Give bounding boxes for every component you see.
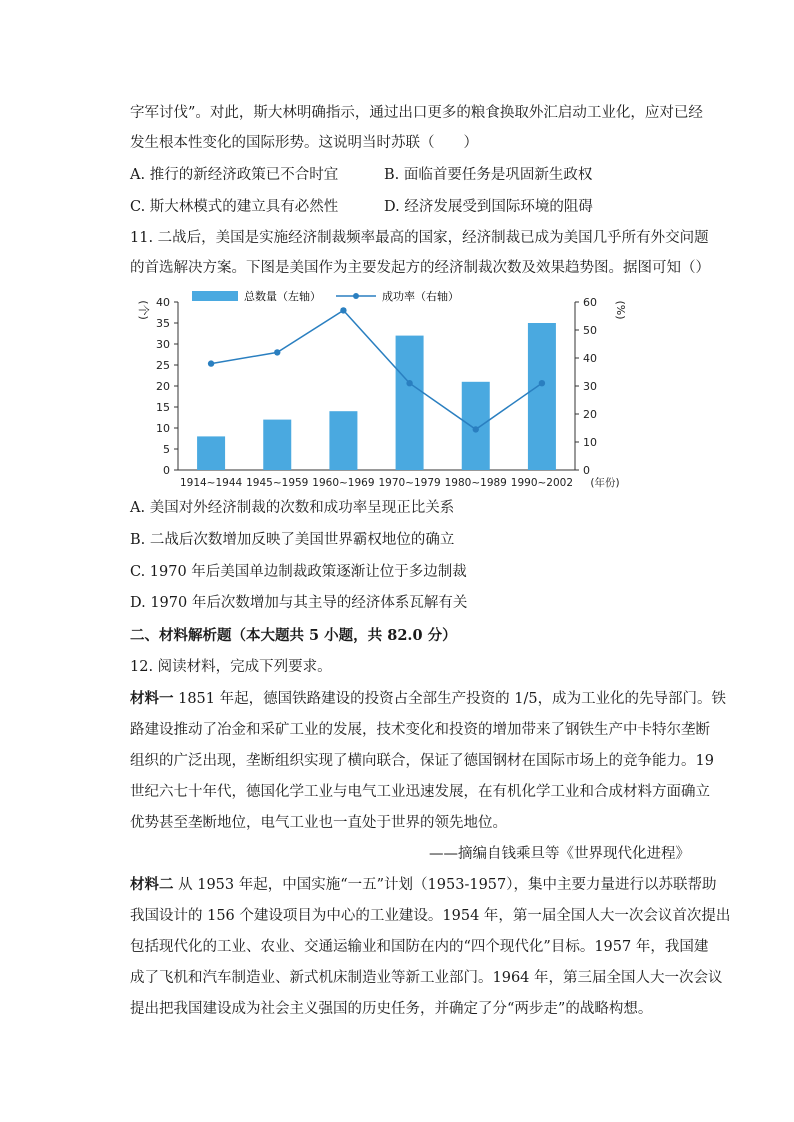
q10-text-line-2: 发生根本性变化的国际形势。这说明当时苏联（ ） — [130, 135, 478, 151]
left-tick-label: 0 — [163, 464, 170, 477]
q10-option-c[interactable]: C. 斯大林模式的建立具有必然性 — [130, 199, 339, 215]
left-tick-label: 40 — [156, 296, 170, 309]
left-tick-label: 5 — [163, 443, 170, 456]
legend-line-marker — [353, 293, 359, 299]
sanctions-chart — [120, 288, 640, 492]
x-tick-label-3: 1970~1979 — [378, 477, 441, 489]
right-axis-unit: (%) — [614, 300, 627, 320]
right-tick-label: 30 — [583, 380, 597, 393]
q10-text-line-1: 字军讨伐”。对此，斯大林明确指示，通过出口更多的粮食换取外汇启动工业化，应对已经 — [130, 105, 703, 121]
q10-option-b[interactable]: B. 面临首要任务是巩固新生政权 — [384, 167, 593, 183]
legend-bar-swatch — [192, 291, 238, 301]
bar-1 — [263, 420, 291, 470]
material-1-line-4: 世纪六七十年代，德国化学工业与电气工业迅速发展，在有机化学工业和合成材料方面确立 — [130, 784, 710, 800]
left-tick-label: 20 — [156, 380, 170, 393]
right-tick-label: 20 — [583, 408, 597, 421]
material-1-line-5: 优势甚至垄断地位，电气工业也一直处于世界的领先地位。 — [130, 815, 507, 831]
right-tick-label: 40 — [583, 352, 597, 365]
chart-bars — [197, 323, 556, 470]
q10-option-a[interactable]: A. 推行的新经济政策已不合时宜 — [130, 167, 339, 183]
bar-0 — [197, 436, 225, 470]
material-2-line-5: 提出把我国建设成为社会主义强国的历史任务，并确定了分“两步走”的战略构想。 — [130, 1001, 653, 1017]
left-tick-label: 10 — [156, 422, 170, 435]
x-tick-label-4: 1980~1989 — [444, 477, 507, 489]
left-tick-label: 30 — [156, 338, 170, 351]
chart-legend — [192, 289, 459, 303]
q11-option-c[interactable]: C. 1970 年后美国单边制裁政策逐渐让位于多边制裁 — [130, 564, 467, 580]
bar-3 — [396, 336, 424, 470]
legend-bar-label: 总数量（左轴） — [244, 290, 321, 303]
q11-option-b[interactable]: B. 二战后次数增加反映了美国世界霸权地位的确立 — [130, 532, 455, 548]
success-rate-point-1 — [274, 349, 280, 355]
material-1-line-3: 组织的广泛出现，垄断组织实现了横向联合，保证了德国钢材在国际市场上的竞争能力。19 — [130, 753, 714, 769]
q10-option-d[interactable]: D. 经济发展受到国际环境的阻碍 — [384, 199, 593, 215]
left-tick-label: 25 — [156, 359, 170, 372]
material-1-line-2: 路建设推动了冶金和采矿工业的发展，技术变化和投资的增加带来了钢铁生产中卡特尔垄断 — [130, 722, 710, 738]
right-tick-label: 0 — [583, 464, 590, 477]
success-rate-point-0 — [208, 360, 214, 366]
success-rate-point-3 — [406, 380, 412, 386]
legend-line-label: 成功率（右轴） — [382, 290, 459, 303]
x-tick-label-0: 1914~1944 — [179, 477, 243, 489]
success-rate-line — [211, 310, 542, 429]
bar-2 — [329, 411, 357, 470]
bar-4 — [462, 382, 490, 470]
chart-svg — [120, 288, 640, 492]
q12-prompt: 12. 阅读材料，完成下列要求。 — [130, 659, 332, 675]
right-tick-label: 50 — [583, 324, 597, 337]
x-axis-suffix: (年份) — [590, 477, 620, 489]
bar-5 — [528, 323, 556, 470]
left-tick-label: 15 — [156, 401, 170, 414]
q11-option-d[interactable]: D. 1970 年后次数增加与其主导的经济体系瓦解有关 — [130, 595, 468, 611]
material-1-line-1 — [130, 689, 726, 709]
material-2-text-1: 从 1953 年起，中国实施“一五”计划（1953-1957），集中主要力量进行以苏联帮助 — [173, 877, 717, 893]
success-rate-point-2 — [340, 307, 346, 313]
material-2-line-4: 成了飞机和汽车制造业、新式机床制造业等新工业部门。1964 年，第三届全国人大一次会议 — [130, 970, 723, 986]
material-2-line-2: 我国设计的 156 个建设项目为中心的工业建设。1954 年，第一届全国人大一次会议首次提出 — [130, 908, 731, 924]
section-heading: 二、材料解析题（本大题共 5 小题，共 82.0 分） — [130, 627, 457, 644]
right-tick-label: 10 — [583, 436, 597, 449]
material-1-source: ——摘编自钱乘旦等《世界现代化进程》 — [429, 846, 690, 862]
q11-text-line-2: 的首选解决方案。下图是美国作为主要发起方的经济制裁次数及效果趋势图。据图可知（） — [130, 260, 710, 276]
chart-line-series — [208, 307, 545, 432]
q11-text-line-1: 11. 二战后，美国是实施经济制裁频率最高的国家，经济制裁已成为美国几乎所有外交问题 — [130, 230, 709, 246]
success-rate-point-5 — [539, 380, 545, 386]
right-tick-label: 60 — [583, 296, 597, 309]
x-tick-label-1: 1945~1959 — [246, 477, 309, 489]
material-2-line-3: 包括现代化的工业、农业、交通运输业和国防在内的“四个现代化”目标。1957 年，我国建 — [130, 939, 709, 955]
success-rate-point-4 — [473, 426, 479, 432]
x-tick-label-5: 1990~2002 — [510, 477, 574, 489]
left-axis-unit: (个) — [137, 300, 150, 320]
material-1-label: 材料一 — [130, 690, 174, 707]
material-1-text-1: 1851 年起，德国铁路建设的投资占全部生产投资的 1/5，成为工业化的先导部门。铁 — [173, 691, 727, 707]
x-tick-label-2: 1960~1969 — [312, 477, 375, 489]
material-2-label: 材料二 — [130, 876, 174, 893]
left-tick-label: 35 — [156, 317, 170, 330]
material-2-line-1 — [130, 875, 717, 895]
q11-option-a[interactable]: A. 美国对外经济制裁的次数和成功率呈现正比关系 — [130, 500, 455, 516]
chart-x-labels — [180, 476, 620, 489]
